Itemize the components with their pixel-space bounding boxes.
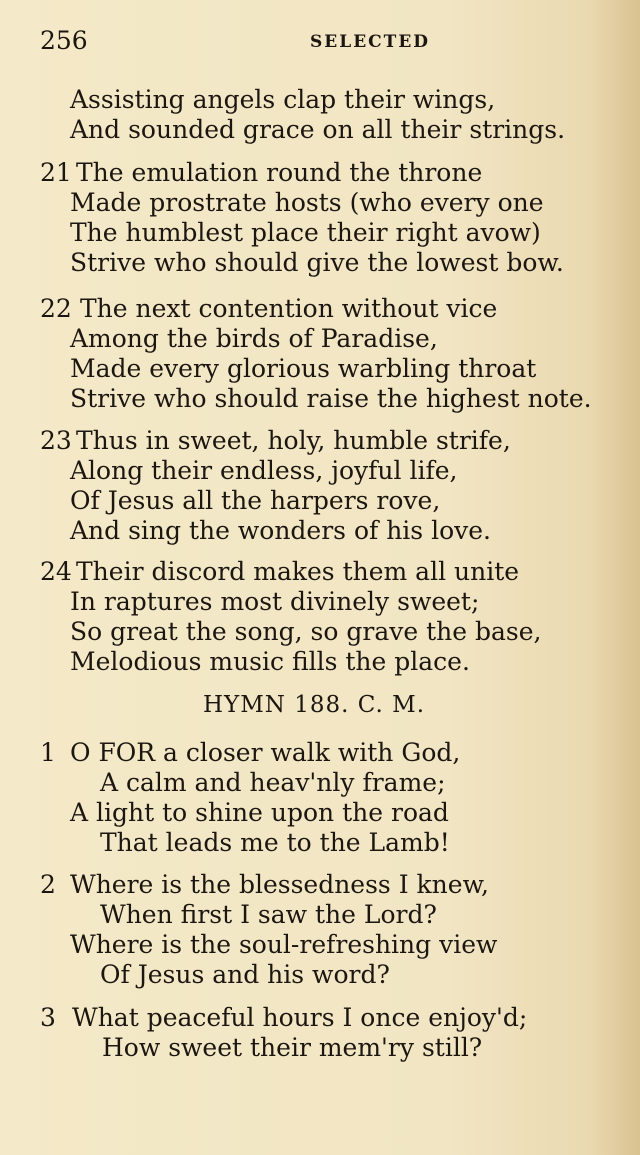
- stanza-number: 3: [40, 1003, 56, 1032]
- verse-line: Strive who should give the lowest bow.: [70, 248, 564, 277]
- verse-line: So great the song, so grave the base,: [70, 617, 542, 646]
- stanza-number: 21: [40, 158, 72, 187]
- verse-line: What peaceful hours I once enjoy'd;: [72, 1003, 528, 1032]
- verse-line: Made prostrate hosts (who every one: [70, 188, 544, 217]
- verse-line: Strive who should raise the highest note.: [70, 384, 592, 413]
- verse-line: Of Jesus all the harpers rove,: [70, 486, 441, 515]
- verse-line: How sweet their mem'ry still?: [102, 1033, 483, 1062]
- running-title: SELECTED: [310, 32, 431, 52]
- verse-line: Of Jesus and his word?: [100, 960, 390, 989]
- verse-line: Where is the blessedness I knew,: [70, 870, 489, 899]
- verse-line: A light to shine upon the road: [70, 798, 449, 827]
- stanza-number: 2: [40, 870, 56, 899]
- verse-line: And sounded grace on all their strings.: [70, 115, 566, 144]
- verse-line: Their discord makes them all unite: [76, 557, 520, 586]
- page-header: [40, 26, 600, 56]
- verse-line: O FOR a closer walk with God,: [70, 738, 461, 767]
- stanza-number: 1: [40, 738, 56, 767]
- stanza-number: 22: [40, 294, 72, 323]
- verse-line: In raptures most divinely sweet;: [70, 587, 480, 616]
- verse-line: And sing the wonders of his love.: [70, 516, 491, 545]
- verse-line: The emulation round the throne: [76, 158, 483, 187]
- stanza-number: 24: [40, 557, 72, 586]
- verse-line: The humblest place their right avow): [70, 218, 541, 247]
- hymn-title: HYMN 188. C. M.: [203, 692, 426, 718]
- page-number: 256: [40, 26, 88, 55]
- verse-line: Thus in sweet, holy, humble strife,: [76, 426, 511, 455]
- verse-line: That leads me to the Lamb!: [100, 828, 450, 857]
- verse-line: Along their endless, joyful life,: [70, 456, 458, 485]
- verse-line: Among the birds of Paradise,: [70, 324, 438, 353]
- verse-line: Assisting angels clap their wings,: [70, 85, 496, 114]
- verse-line: The next contention without vice: [80, 294, 498, 323]
- verse-line: When first I saw the Lord?: [100, 900, 437, 929]
- verse-line: Melodious music fills the place.: [70, 647, 470, 676]
- stanza-number: 23: [40, 426, 72, 455]
- verse-line: A calm and heav'nly frame;: [100, 768, 446, 797]
- verse-line: Where is the soul-refreshing view: [70, 930, 498, 959]
- verse-line: Made every glorious warbling throat: [70, 354, 537, 383]
